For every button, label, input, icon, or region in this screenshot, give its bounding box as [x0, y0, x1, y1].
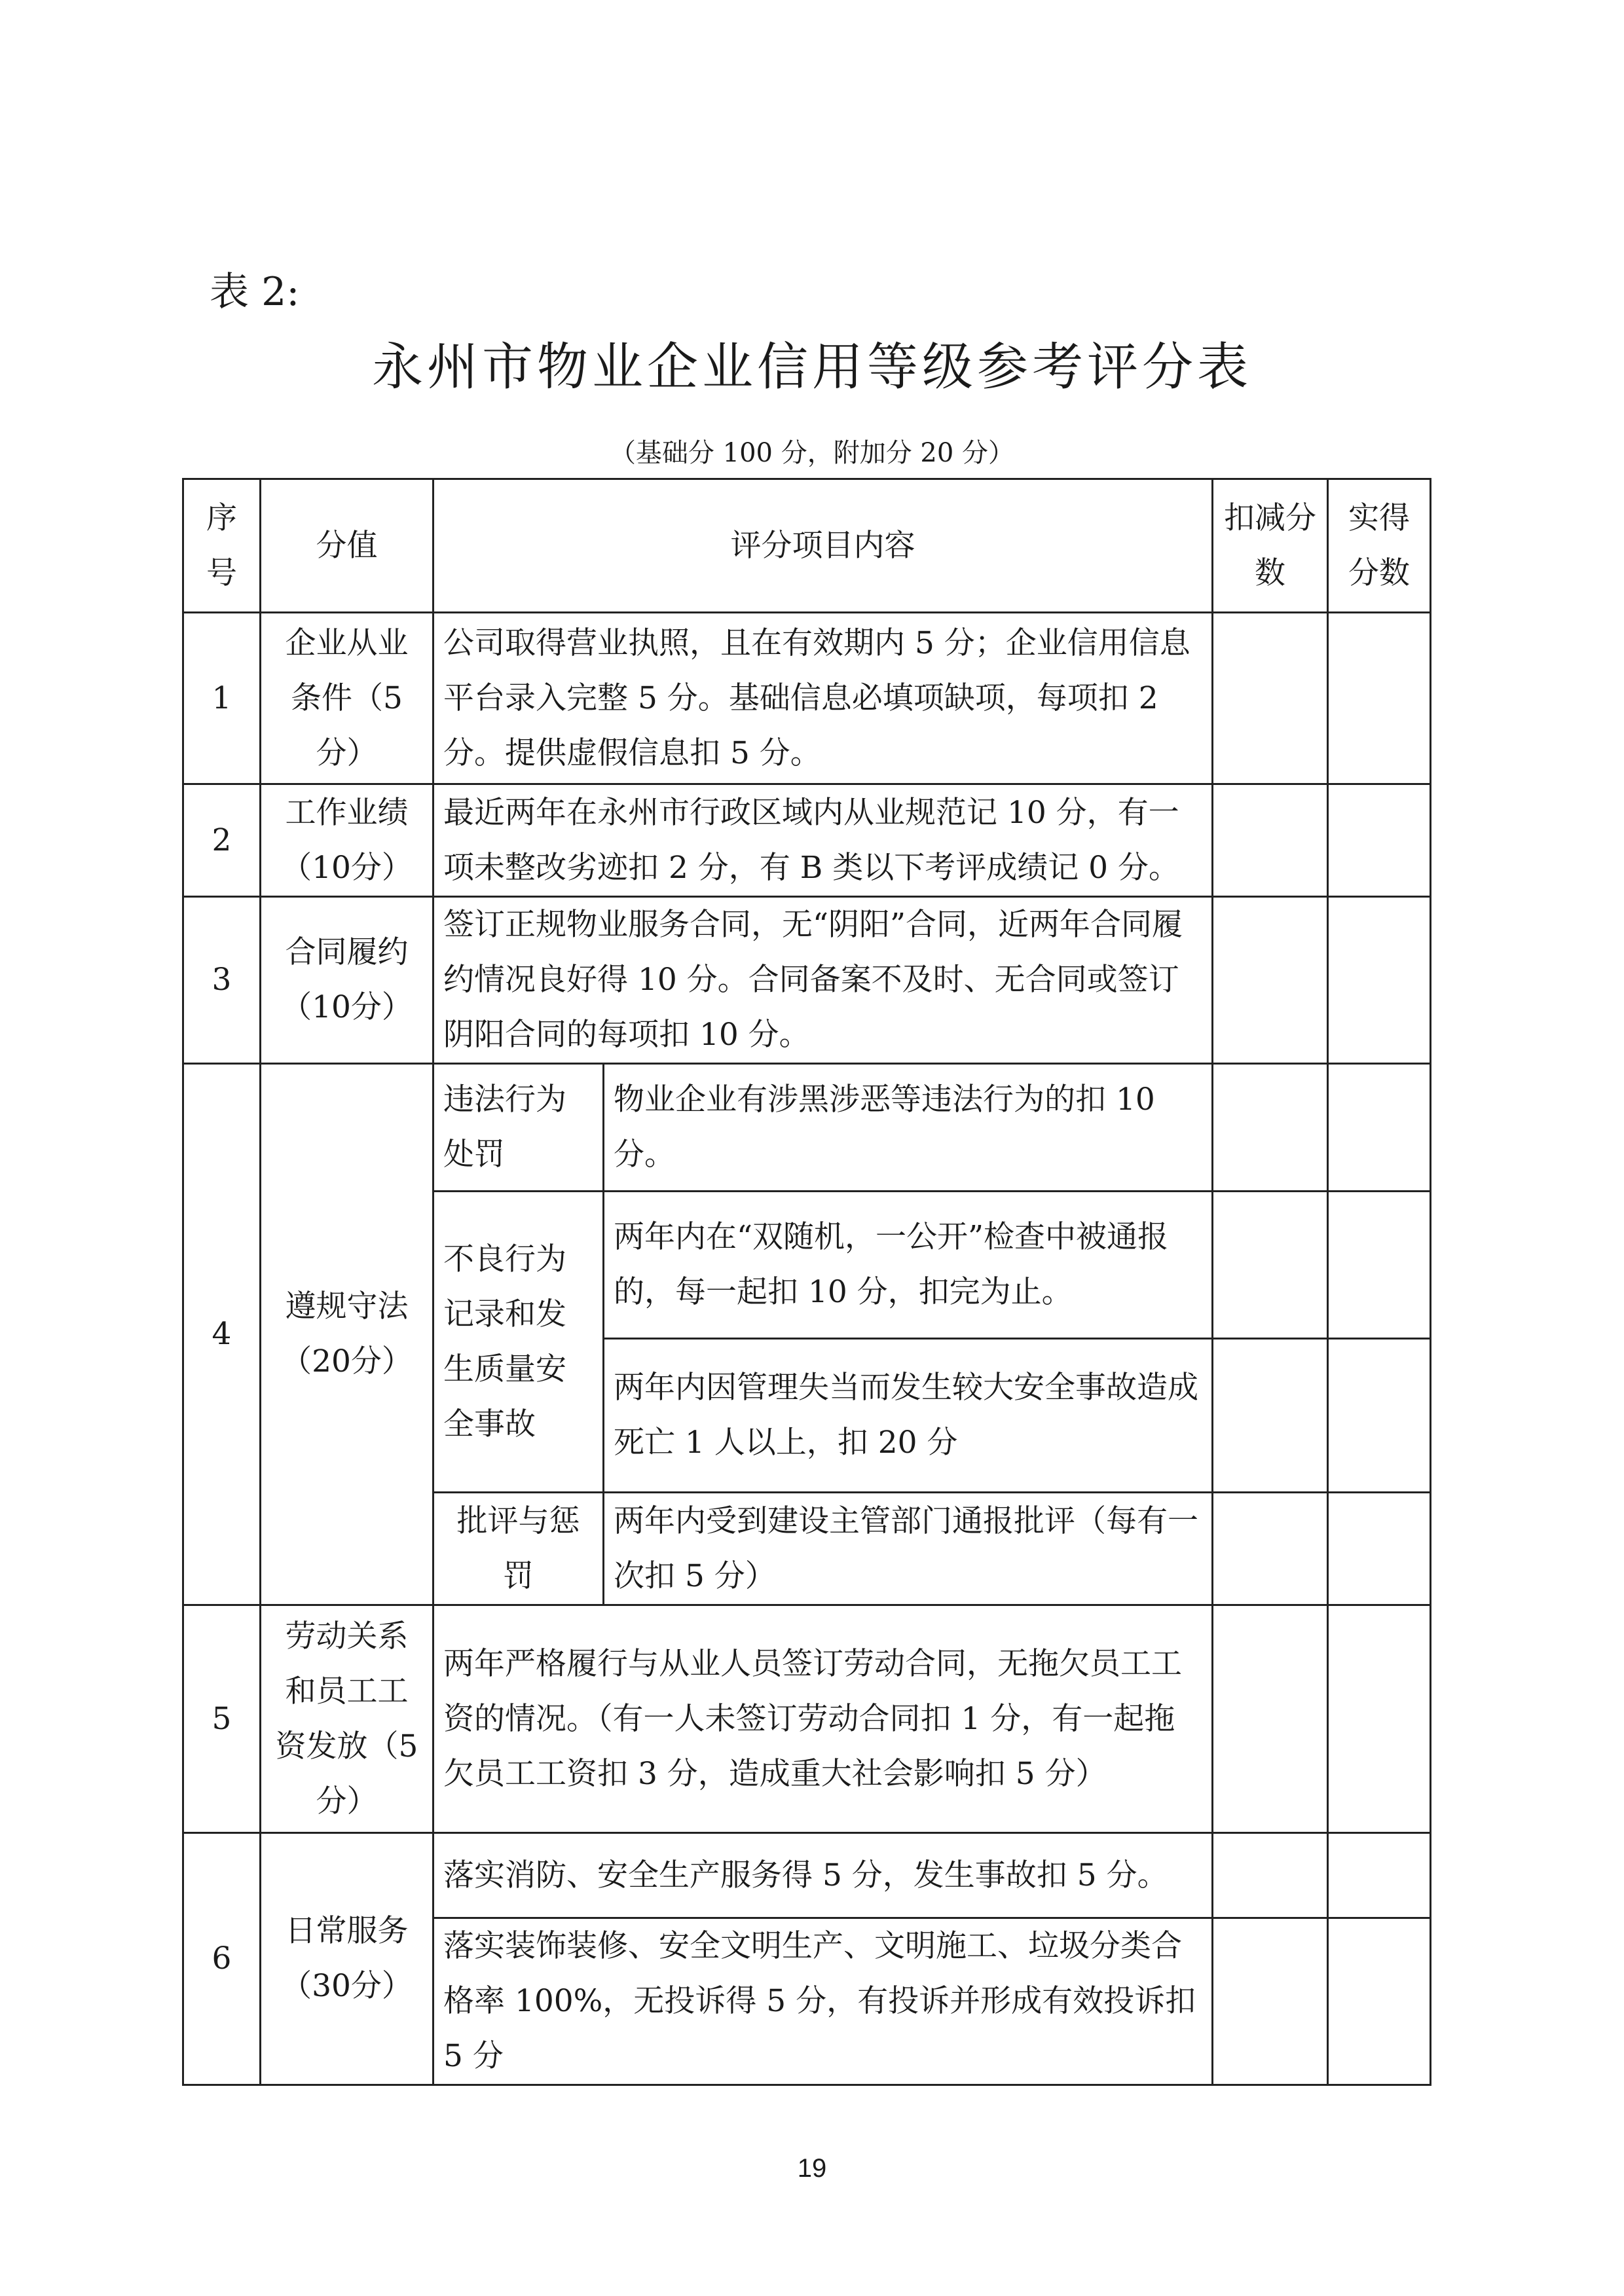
row-value: 工作业绩（10分） [261, 784, 434, 897]
table-row [183, 613, 1431, 784]
row-seq: 4 [183, 1064, 261, 1605]
sub-category: 批评与惩罚 [434, 1493, 604, 1605]
row-content: 签订正规物业服务合同，无“阴阳”合同，近两年合同履约情况良好得 10 分。合同备案不及时、无合同或签订阴阳合同的每项扣 10 分。 [434, 897, 1213, 1064]
sub-category: 不良行为记录和发生质量安全事故 [434, 1192, 604, 1493]
header-deduct: 扣减分数 [1213, 479, 1328, 613]
table-row [183, 897, 1431, 1064]
actual-score-cell[interactable] [1328, 1605, 1431, 1833]
deduct-score-cell[interactable] [1213, 613, 1328, 784]
header-row [183, 479, 1431, 613]
deduct-score-cell[interactable] [1213, 1918, 1328, 2085]
row-content: 两年内因管理失当而发生较大安全事故造成死亡 1 人以上，扣 20 分 [604, 1339, 1213, 1493]
row-value: 合同履约（10分） [261, 897, 434, 1064]
deduct-score-cell[interactable] [1213, 1605, 1328, 1833]
deduct-score-cell[interactable] [1213, 1192, 1328, 1339]
row-content: 物业企业有涉黑涉恶等违法行为的扣 10 分。 [604, 1064, 1213, 1192]
header-actual: 实得分数 [1328, 479, 1431, 613]
deduct-score-cell[interactable] [1213, 1064, 1328, 1192]
row-content: 落实消防、安全生产服务得 5 分，发生事故扣 5 分。 [434, 1833, 1213, 1918]
deduct-score-cell[interactable] [1213, 784, 1328, 897]
row-content: 两年严格履行与从业人员签订劳动合同，无拖欠员工工资的情况。（有一人未签订劳动合同扣 1 分，有一起拖欠员工工资扣 3 分，造成重大社会影响扣 5 分） [434, 1605, 1213, 1833]
actual-score-cell[interactable] [1328, 784, 1431, 897]
row-value: 劳动关系和员工工资发放（5分） [261, 1605, 434, 1833]
table-row [183, 1833, 1431, 1918]
table-row [183, 1605, 1431, 1833]
row-value: 企业从业条件（5分） [261, 613, 434, 784]
deduct-score-cell[interactable] [1213, 1833, 1328, 1918]
row-seq: 2 [183, 784, 261, 897]
actual-score-cell[interactable] [1328, 1493, 1431, 1605]
row-content: 落实装饰装修、安全文明生产、文明施工、垃圾分类合格率 100%，无投诉得 5 分，有投诉并形成有效投诉扣 5 分 [434, 1918, 1213, 2085]
table-row [183, 784, 1431, 897]
row-content: 公司取得营业执照，且在有效期内 5 分；企业信用信息平台录入完整 5 分。基础信息必填项缺项，每项扣 2 分。提供虚假信息扣 5 分。 [434, 613, 1213, 784]
table-row [183, 1064, 1431, 1192]
header-value: 分值 [261, 479, 434, 613]
actual-score-cell[interactable] [1328, 1833, 1431, 1918]
actual-score-cell[interactable] [1328, 1339, 1431, 1493]
row-content: 两年内受到建设主管部门通报批评（每有一次扣 5 分） [604, 1493, 1213, 1605]
deduct-score-cell[interactable] [1213, 897, 1328, 1064]
actual-score-cell[interactable] [1328, 1918, 1431, 2085]
table-label: 表 2: [210, 269, 300, 315]
deduct-score-cell[interactable] [1213, 1339, 1328, 1493]
actual-score-cell[interactable] [1328, 613, 1431, 784]
row-seq: 1 [183, 613, 261, 784]
actual-score-cell[interactable] [1328, 1064, 1431, 1192]
row-seq: 3 [183, 897, 261, 1064]
deduct-score-cell[interactable] [1213, 1493, 1328, 1605]
actual-score-cell[interactable] [1328, 1192, 1431, 1339]
actual-score-cell[interactable] [1328, 897, 1431, 1064]
document-title: 永州市物业企业信用等级参考评分表 [371, 338, 1252, 397]
document-subtitle: （基础分 100 分，附加分 20 分） [609, 438, 1015, 468]
header-seq: 序号 [183, 479, 261, 613]
sub-category: 违法行为处罚 [434, 1064, 604, 1192]
header-content: 评分项目内容 [434, 479, 1213, 613]
score-table [182, 478, 1431, 2086]
row-value: 日常服务（30分） [261, 1833, 434, 2085]
row-seq: 6 [183, 1833, 261, 2085]
row-seq: 5 [183, 1605, 261, 1833]
row-content: 两年内在“双随机，一公开”检查中被通报的，每一起扣 10 分，扣完为止。 [604, 1192, 1213, 1339]
row-value: 遵规守法（20分） [261, 1064, 434, 1605]
page-number: 19 [797, 2154, 827, 2183]
row-content: 最近两年在永州市行政区域内从业规范记 10 分，有一项未整改劣迹扣 2 分，有 B 类以下考评成绩记 0 分。 [434, 784, 1213, 897]
